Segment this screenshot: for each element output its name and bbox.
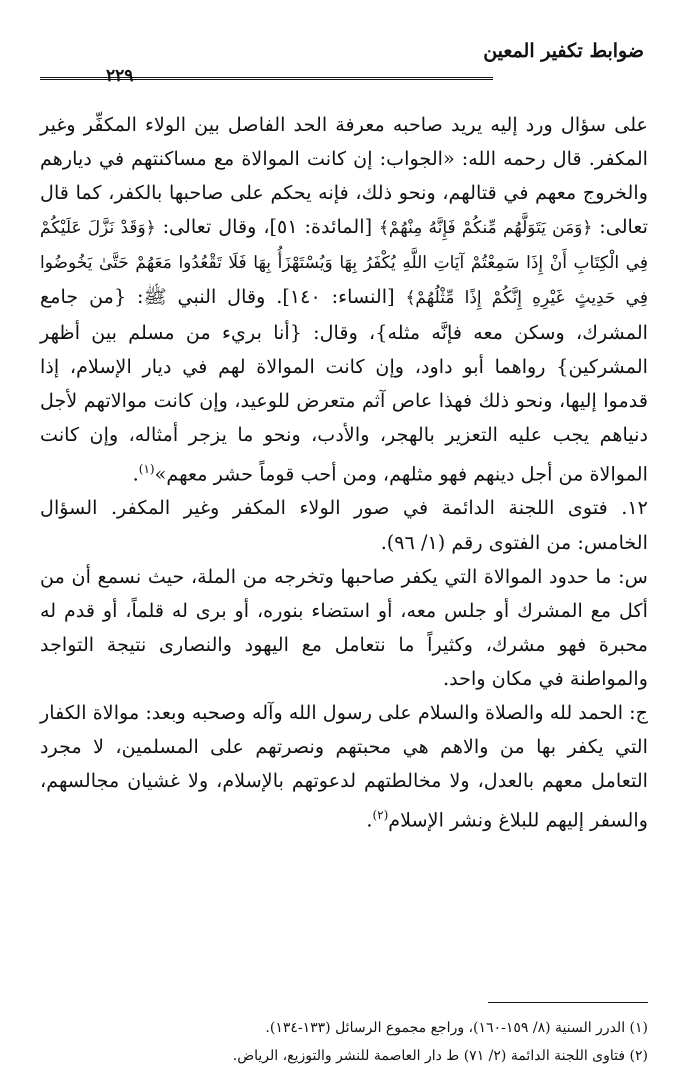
quran-verse: ﴿وَمَن يَتَوَلَّهُم مِّنكُمْ فَإِنَّهُ مِنْهُمْ﴾ xyxy=(378,218,593,239)
footnote-item: (٢) فتاوى اللجنة الدائمة (٢/ ٧١) ط دار العاصمة للنشر والتوزيع، الرياض. xyxy=(232,1048,648,1064)
running-title: ضوابط تكفير المعين xyxy=(483,40,644,62)
verse-reference: [المائدة: ٥١]، وقال تعالى: xyxy=(155,215,379,239)
book-page xyxy=(40,18,648,1078)
paragraph-answer: ج: الحمد لله والصلاة والسلام على رسول الله وآله وصحبه وبعد: موالاة الكفار التي يكفر بها من والاهم هي محبتهم ونصرتهم على المسلمين، لا مجرد التعامل معهم بالعدل، ولا مخالطتهم لدعوتهم بالإسلام، ولا غشيان مجالسهم، والسفر إليهم للبلاغ ونشر الإسلام$^{(٢)}$. xyxy=(40,700,648,832)
footnote-separator xyxy=(488,1002,648,1003)
paragraph-text: على سؤال ورد إليه يريد صاحبه معرفة الحد الفاصل بين الولاء المكفِّر وغير المكفر. قال رحمه الله: «الجواب: إن كانت الموالاة مع مساكنتهم في ديارهم والخروج معهم في قتالهم، ونحو ذلك، فإنه يحكم على صاحبها بالكفر، كما قال تعالى: xyxy=(40,113,648,239)
paragraph-question: س: ما حدود الموالاة التي يكفر صاحبها وتخرجه من الملة، حيث نسمع أن من أكل مع المشرك أو جلس معه، أو استضاء بنوره، أو برى له قلماً، أو قدم له محبرة فهو مشرك، وكثيراً ما نتعامل مع اليهود والنصارى نتيجة التواجد والمواطنة في مكان واحد. xyxy=(40,564,648,690)
paragraph-fatwa-title: ١٢. فتوى اللجنة الدائمة في صور الولاء المكفر وغير المكفر. السؤال الخامس: من الفتوى رقم (١/ ٩٦). xyxy=(40,496,648,554)
body-text xyxy=(40,108,648,838)
page-number: ٢٢٩ xyxy=(106,66,134,86)
paragraph-answer-quote: على سؤال ورد إليه يريد صاحبه معرفة الحد الفاصل بين الولاء المكفِّر وغير المكفر. قال رحمه الله: «الجواب: إن كانت الموالاة مع مساكنتهم في ديارهم والخروج معهم في قتالهم، ونحو ذلك، فإنه يحكم على صاحبها بالكفر، كما قال تعالى: ﴿وَمَن يَتَوَلَّهُم مِّنكُمْ فَإِنَّهُ مِنْهُمْ﴾ [المائدة: ٥١]، وقال تعالى: ﴿وَقَدْ نَزَّلَ عَلَيْكُمْ فِي الْكِتَابِ أَنْ إِذَا سَمِعْتُمْ آيَاتِ اللَّهِ يُكْفَرُ بِهَا وَيُسْتَهْزَأُ بِهَا فَلَا تَقْعُدُوا مَعَهُمْ حَتَّىٰ يَخُوضُوا فِي حَدِيثٍ غَيْرِهِ إِنَّكُمْ إِذًا مِّثْلُهُمْ﴾ [النساء: ١٤٠]. وقال النبي ﷺ: {من جامع المشرك، وسكن معه فإنَّه مثله}، وقال: {أنا بريء من مسلم بين أظهر المشركين} رواهما أبو داود، وإن كانت الموالاة لهم في ديار الإسلام، إذا قدموا إليها، ونحو ذلك فهذا عاص آثم متعرض للوعيد، وإن كانت موالاتهم لأجل دنياهم يجب عليه التعزير بالهجر، والأدب، ونحو ما يزجر أمثاله، وإن كانت الموالاة من أجل دينهم فهو مثلهم، ومن أحب قوماً حشر معهم»$^{(١)}$. xyxy=(40,113,648,486)
page-header xyxy=(40,18,648,86)
quran-verse: ﴿وَقَدْ نَزَّلَ عَلَيْكُمْ فِي الْكِتَابِ أَنْ إِذَا سَمِعْتُمْ آيَاتِ اللَّهِ يُكْفَرُ بِهَا وَيُسْتَهْزَأُ بِهَا فَلَا تَقْعُدُوا مَعَهُمْ حَتَّىٰ يَخُوضُوا فِي حَدِيثٍ غَيْرِهِ إِنَّكُمْ إِذًا مِّثْلُهُمْ﴾ xyxy=(40,218,648,309)
footnote-item: (١) الدرر السنية (٨/ ١٥٩-١٦٠)، وراجع مجموع الرسائل (١٣٣-١٣٤). xyxy=(265,1020,648,1036)
paragraph-text: [النساء: ١٤٠]. وقال النبي ﷺ: {من جامع المشرك، وسكن معه فإنَّه مثله}، وقال: {أنا بريء من مسلم بين أظهر المشركين} رواهما أبو داود، وإن كانت الموالاة لهم في ديار الإسلام، إذا قدموا إليها، ونحو ذلك فهذا عاص آثم متعرض للوعيد، وإن كانت موالاتهم لأجل دنياهم يجب عليه التعزير بالهجر، والأدب، ونحو ما يزجر أمثاله، وإن كانت الموالاة من أجل دينهم فهو مثلهم، ومن أحب قوماً حشر معهم» xyxy=(40,285,648,486)
footnote-marker: (٢) xyxy=(372,808,389,823)
header-rule-left xyxy=(40,77,102,80)
footnotes xyxy=(40,1014,648,1070)
paragraph-text: ج: الحمد لله والصلاة والسلام على رسول الله وآله وصحبه وبعد: موالاة الكفار التي يكفر بها من والاهم هي محبتهم ونصرتهم على المسلمين، لا مجرد التعامل معهم بالعدل، ولا مخالطتهم لدعوتهم بالإسلام، ولا غشيان مجالسهم، والسفر إليهم للبلاغ ونشر الإسلام xyxy=(40,700,648,832)
footnote-marker: (١) xyxy=(138,461,155,476)
